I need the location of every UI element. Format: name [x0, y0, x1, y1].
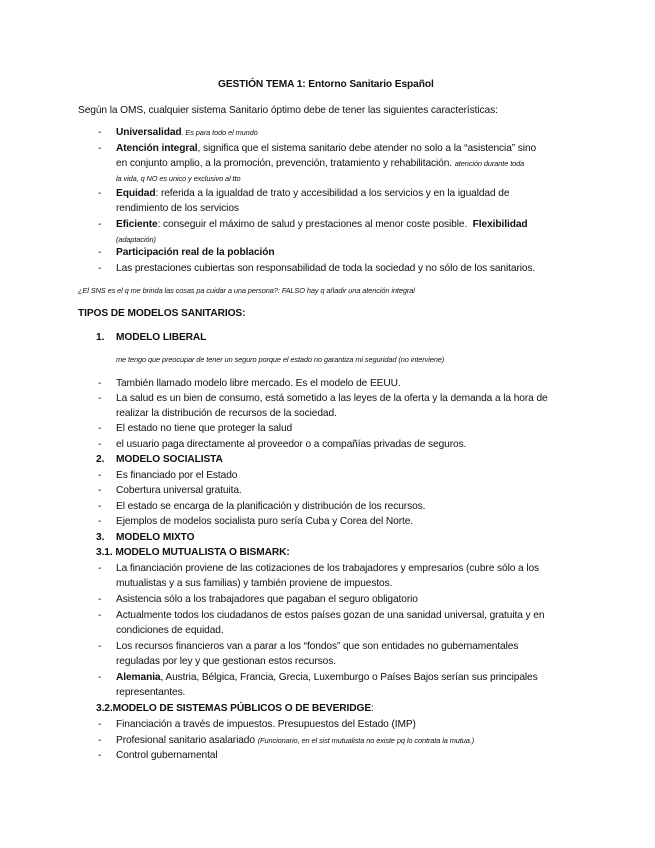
beveridge-number: 3.2. — [96, 703, 113, 714]
bismark-countries-cont: representantes. — [116, 687, 186, 698]
bullet-dash: - — [98, 750, 102, 761]
char-atencion-label: Atención integral — [116, 143, 198, 154]
char-universalidad — [116, 126, 258, 139]
beveridge-item: Financiación a través de impuestos. Presupuestos del Estado (IMP) — [116, 719, 416, 730]
question-note: ¿El SNS es el q me brinda las cosas pa cuidar a una persona?: FALSO hay q añadir una atención integral — [78, 286, 415, 295]
char-eficiente-label: Eficiente — [116, 219, 158, 230]
char-equidad-text: : referida a la igualdad de trato y accesibilidad a los servicios y en la igualdad de — [155, 188, 510, 199]
beveridge-item-salaried — [116, 734, 474, 747]
bismark-item: Actualmente todos los ciudadanos de estos países gozan de una sanidad universal, gratuita y en — [116, 610, 545, 621]
char-atencion-text-b: en conjunto amplio, a la promoción, prevención, tratamiento y rehabilitación. — [116, 158, 453, 169]
socialista-number: 2. — [96, 454, 105, 465]
intro-paragraph: Según la OMS, cualquier sistema Sanitario óptimo debe de tener las siguientes características: — [78, 105, 498, 116]
document-title: GESTIÓN TEMA 1: Entorno Sanitario Español — [218, 79, 434, 90]
char-flexibilidad-note: (adaptación) — [116, 235, 156, 244]
bullet-dash: - — [98, 563, 102, 574]
bullet-dash: - — [98, 610, 102, 621]
beveridge-item: Control gubernamental — [116, 750, 218, 761]
char-eficiente — [116, 218, 528, 231]
socialista-item: Cobertura universal gratuita. — [116, 485, 242, 496]
char-equidad-line1 — [116, 187, 509, 200]
bullet-dash: - — [98, 188, 102, 199]
beveridge-note: (Funcionario, en el sist mutualista no existe pq lo contrata la mutua.) — [257, 736, 475, 745]
bismark-countries-label: Alemania — [116, 672, 161, 683]
char-flexibilidad-label: Flexibilidad — [472, 219, 528, 230]
bismark-item: Los recursos financieros van a parar a los “fondos” que son entidades no gubernamentales — [116, 641, 519, 652]
tipos-heading: TIPOS DE MODELOS SANITARIOS: — [78, 308, 246, 319]
beveridge-title: MODELO DE SISTEMAS PÚBLICOS O DE BEVERIDGE — [112, 703, 372, 714]
char-atencion-note: atención durante toda — [454, 159, 525, 168]
socialista-item: Ejemplos de modelos socialista puro sería Cuba y Corea del Norte. — [116, 516, 414, 527]
socialista-heading: MODELO SOCIALISTA — [116, 454, 223, 465]
char-universalidad-note: . Es para todo el mundo — [181, 128, 258, 137]
char-eficiente-text: : conseguir el máximo de salud y prestaciones al menor coste posible. — [157, 219, 468, 230]
bismark-item-cont: condiciones de equidad. — [116, 625, 224, 636]
bismark-item-cont: reguladas por ley y que gestionan estos recursos. — [116, 656, 336, 667]
char-prestaciones: Las prestaciones cubiertas son responsabilidad de toda la sociedad y no sólo de los sanitarios. — [116, 263, 536, 274]
bullet-dash: - — [98, 735, 102, 746]
beveridge-item-text: Profesional sanitario asalariado — [116, 735, 255, 746]
bismark-heading: 3.1. MODELO MUTUALISTA O BISMARK: — [96, 547, 290, 558]
mixto-heading: MODELO MIXTO — [116, 532, 195, 543]
char-atencion-text: , significa que el sistema sanitario debe atender no solo a la “asistencia” sino — [197, 143, 537, 154]
char-universalidad-label: Universalidad — [116, 127, 182, 138]
bullet-dash: - — [98, 516, 102, 527]
bismark-countries-text: , Austria, Bélgica, Francia, Grecia, Luxemburgo o Países Bajos serían sus principales — [160, 672, 538, 683]
bullet-dash: - — [98, 423, 102, 434]
bullet-dash: - — [98, 594, 102, 605]
bullet-dash: - — [98, 470, 102, 481]
mixto-number: 3. — [96, 532, 105, 543]
bullet-dash: - — [98, 719, 102, 730]
char-atencion-line1 — [116, 142, 536, 155]
liberal-item: La salud es un bien de consumo, está sometido a las leyes de la oferta y la demanda a la hora de — [116, 393, 548, 404]
liberal-item: También llamado modelo libre mercado. Es el modelo de EEUU. — [116, 378, 401, 389]
liberal-item: El estado no tiene que proteger la salud — [116, 423, 293, 434]
bullet-dash: - — [98, 485, 102, 496]
bullet-dash: - — [98, 672, 102, 683]
char-atencion-note-b: la vida, q NO es unico y exclusivo al tto — [116, 174, 241, 183]
socialista-item: Es financiado por el Estado — [116, 470, 238, 481]
liberal-number: 1. — [96, 332, 105, 343]
bullet-dash: - — [98, 263, 102, 274]
char-atencion-line2 — [116, 157, 524, 170]
bullet-dash: - — [98, 143, 102, 154]
bismark-item-cont: mutualistas y a sus familias) y también proviene de impuestos. — [116, 578, 393, 589]
bullet-dash: - — [98, 501, 102, 512]
bullet-dash: - — [98, 378, 102, 389]
char-equidad-line2: rendimiento de los servicios — [116, 203, 239, 214]
char-equidad-label: Equidad — [116, 188, 156, 199]
bullet-dash: - — [98, 439, 102, 450]
bullet-dash: - — [98, 219, 102, 230]
bullet-dash: - — [98, 393, 102, 404]
bismark-item: Asistencia sólo a los trabajadores que pagaban el seguro obligatorio — [116, 594, 418, 605]
bullet-dash: - — [98, 247, 102, 258]
bullet-dash: - — [98, 641, 102, 652]
bismark-item: La financiación proviene de las cotizaciones de los trabajadores y empresarios (cubre sólo a los — [116, 563, 540, 574]
liberal-heading: MODELO LIBERAL — [116, 332, 207, 343]
bismark-countries — [116, 671, 538, 684]
char-participacion: Participación real de la población — [116, 247, 275, 258]
beveridge-colon: : — [371, 703, 374, 714]
beveridge-heading — [96, 702, 374, 715]
bullet-dash: - — [98, 127, 102, 138]
liberal-item-cont: realizar la distribución de recursos de la sociedad. — [116, 408, 337, 419]
liberal-item: el usuario paga directamente al proveedor o a compañías privadas de seguros. — [116, 439, 467, 450]
liberal-note: me tengo que preocupar de tener un seguro porque el estado no garantiza mi seguridad (no interviene) — [116, 355, 445, 364]
socialista-item: El estado se encarga de la planificación y distribución de los recursos. — [116, 501, 426, 512]
